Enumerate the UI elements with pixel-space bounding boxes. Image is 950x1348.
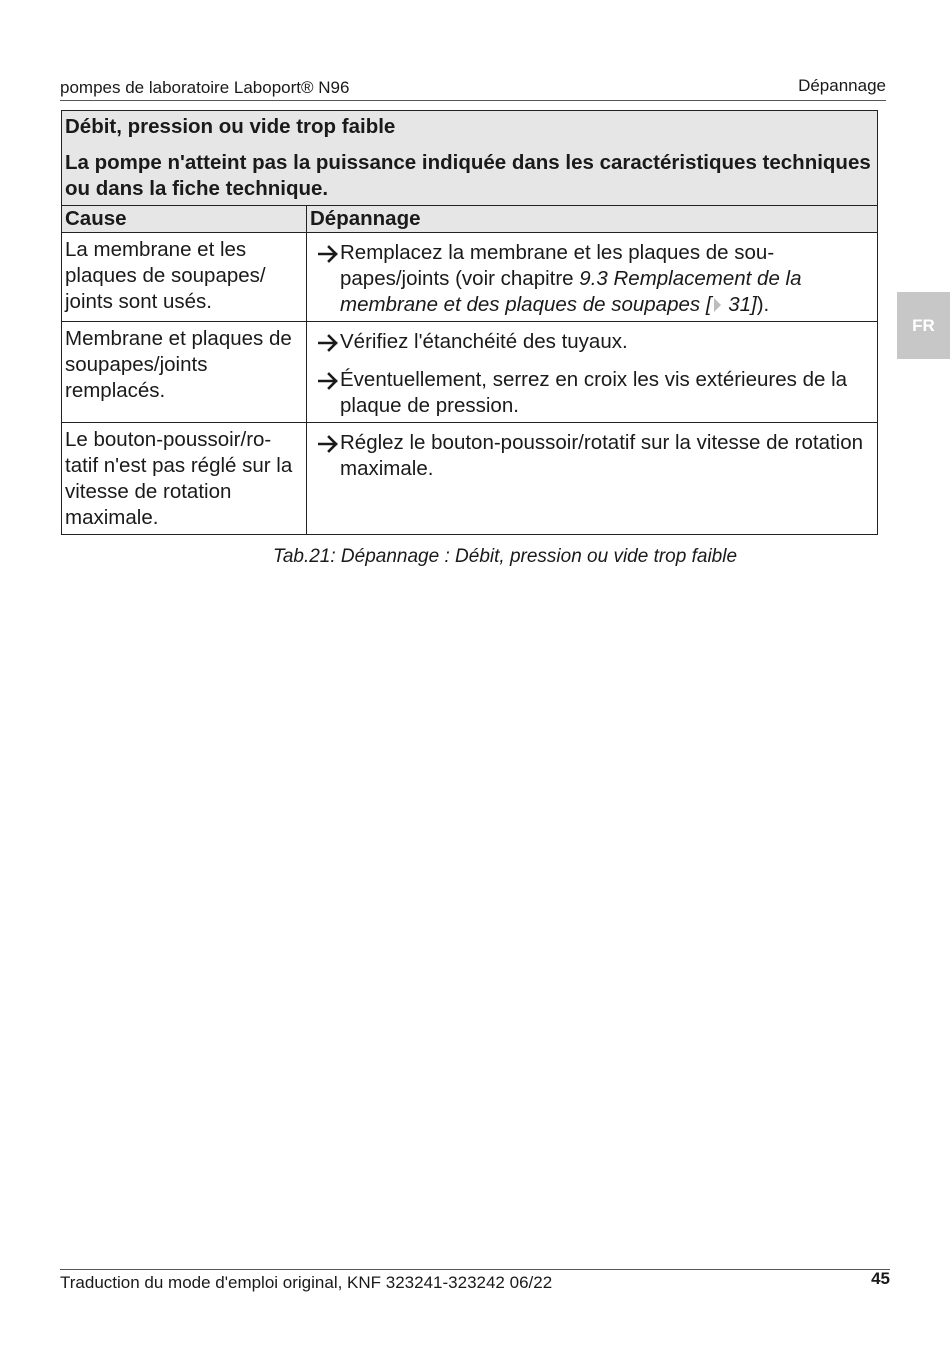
- fix-step-text: Éventuellement, serrez en croix les vis extérieures de la plaque de pression.: [340, 368, 848, 417]
- fix-step: [310, 367, 874, 419]
- table-row: [62, 322, 878, 423]
- table-row: [62, 233, 878, 322]
- arrow-right-icon: [310, 430, 340, 453]
- arrow-right-icon: [310, 329, 340, 352]
- fix-step-text: Réglez le bouton-poussoir/rotatif sur la vitesse de rotation maximale.: [340, 431, 864, 480]
- table-title-cell: [62, 111, 878, 206]
- step-text-tail: ).: [756, 293, 770, 316]
- page-header: [60, 76, 886, 101]
- table-row: [62, 423, 878, 535]
- column-header-fix: Dépannage: [307, 206, 878, 233]
- page-number: 45: [871, 1269, 890, 1288]
- table-caption: Tab.21: Dépannage : Débit, pression ou vide trop faible: [272, 546, 738, 567]
- table-subtitle: La pompe n'atteint pas la puissance indiquée dans les caractéristiques techniques ou dans la fiche technique.: [65, 151, 871, 200]
- language-tab[interactable]: FR: [897, 292, 950, 359]
- troubleshooting-table: [61, 110, 878, 535]
- fix-step: [310, 240, 874, 318]
- fix-step: [310, 329, 874, 355]
- fix-cell: [307, 233, 878, 322]
- table-title: Débit, pression ou vide trop faible: [65, 115, 396, 138]
- column-header-cause: Cause: [62, 206, 307, 233]
- arrow-right-icon: [310, 367, 340, 390]
- fix-step: [310, 430, 874, 482]
- triangle-right-icon: [714, 298, 721, 312]
- cause-cell: Membrane et plaques de soupapes/joints remplacés.: [62, 322, 307, 423]
- footer-document-info: Traduction du mode d'emploi original, KNF 323241-323242 06/22: [60, 1273, 553, 1292]
- page-footer: [60, 1269, 890, 1294]
- chapter-link-page: 31]: [722, 293, 757, 316]
- cause-cell: La membrane et les plaques de soupapes/ joints sont usés.: [62, 233, 307, 322]
- fix-cell: [307, 322, 878, 423]
- fix-cell: [307, 423, 878, 535]
- arrow-right-icon: [310, 240, 340, 263]
- chapter-link-text: 9.3 Remplacement de la membrane et des plaques de soupapes [: [340, 267, 802, 316]
- step-text-lead: Remplacez la membrane et les plaques de sou-papes/joints (voir chapitre: [340, 241, 775, 290]
- fix-step-text: [340, 240, 874, 318]
- header-section: Dépannage: [798, 76, 886, 95]
- cause-cell: Le bouton-poussoir/ro-tatif n'est pas réglé sur la vitesse de rotation maximale.: [62, 423, 307, 535]
- header-product: pompes de laboratoire Laboport® N96: [60, 78, 350, 97]
- fix-step-text: Vérifiez l'étanchéité des tuyaux.: [340, 330, 628, 353]
